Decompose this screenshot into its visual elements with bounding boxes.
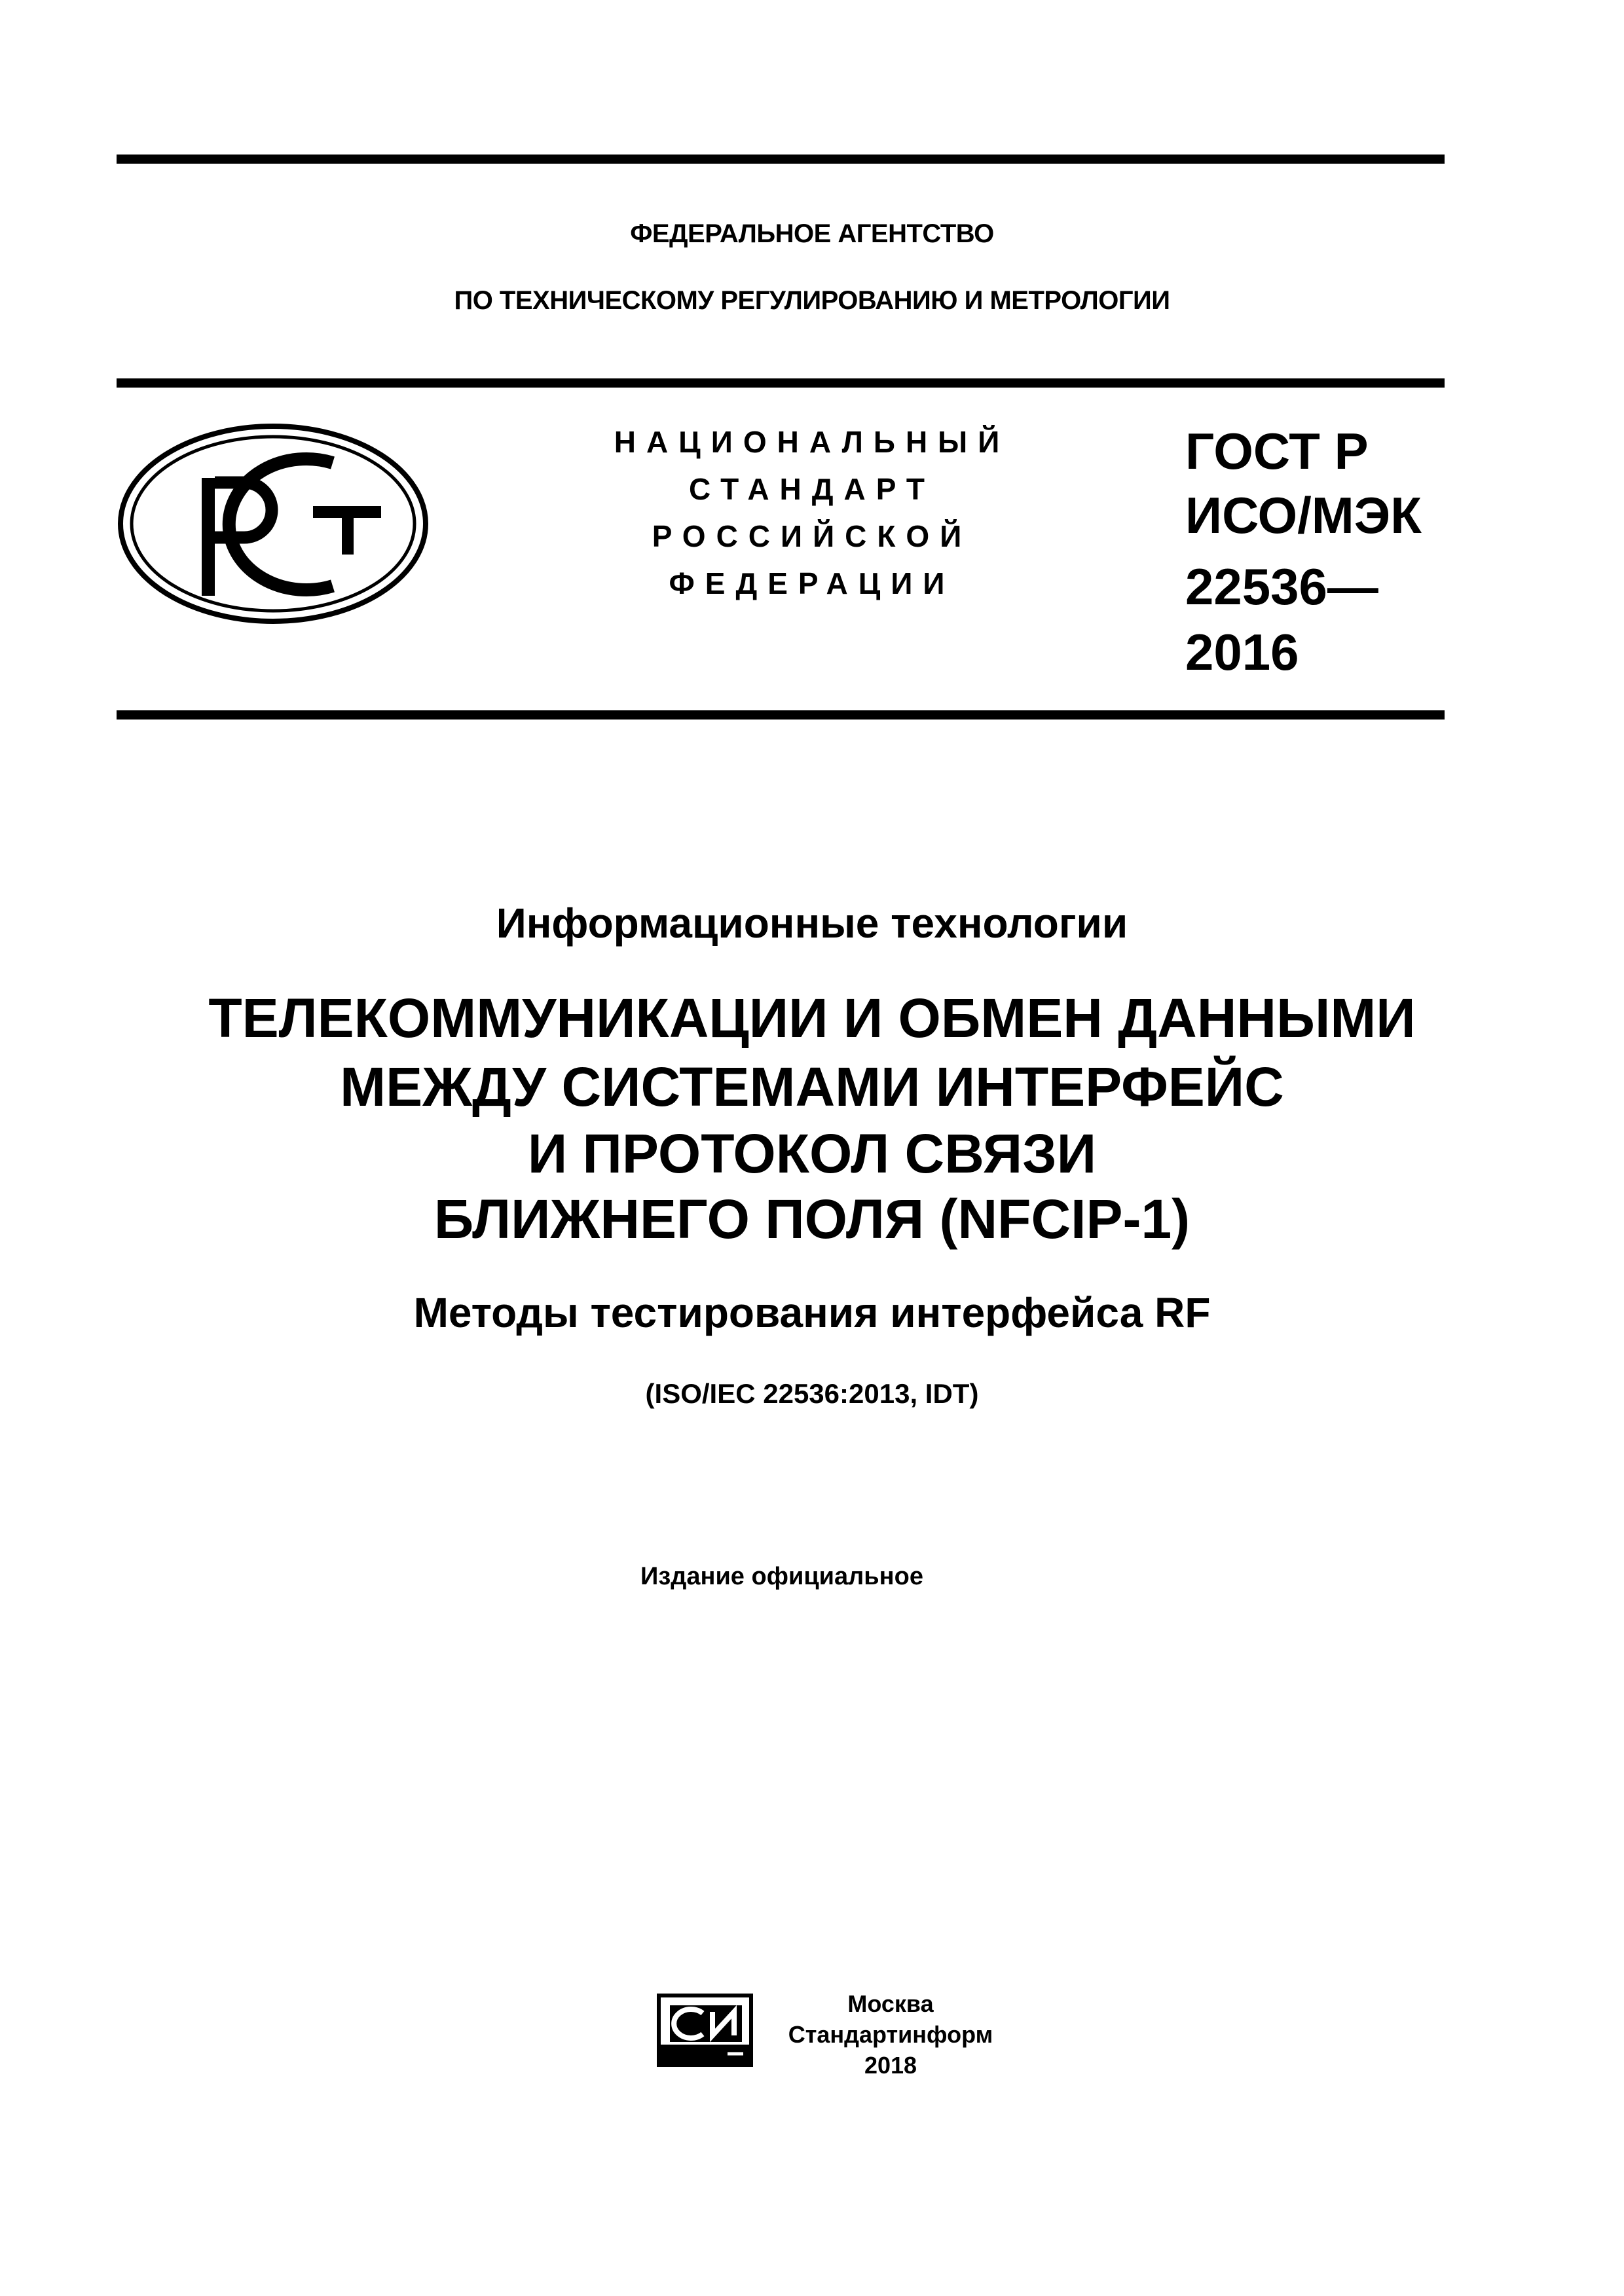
main-title-line-2: МЕЖДУ СИСТЕМАМИ ИНТЕРФЕЙС: [340, 1056, 1284, 1118]
series-title: Информационные технологии: [496, 900, 1128, 947]
main-title-line-1: ТЕЛЕКОММУНИКАЦИИ И ОБМЕН ДАННЫМИ: [208, 987, 1416, 1049]
national-standard-line-4: ФЕДЕРАЦИИ: [669, 566, 955, 600]
agency-line-1: ФЕДЕРАЛЬНОЕ АГЕНТСТВО: [630, 219, 994, 248]
agency-line-2: ПО ТЕХНИЧЕСКОМУ РЕГУЛИРОВАНИЮ И МЕТРОЛОГИИ: [454, 286, 1170, 315]
header-rule: [117, 378, 1445, 388]
designation-line-1: ГОСТ Р: [1185, 422, 1369, 480]
main-title-line-4: БЛИЖНЕГО ПОЛЯ (NFCIP-1): [434, 1188, 1190, 1250]
top-rule: [117, 155, 1445, 164]
rst-certification-mark-icon: [117, 422, 430, 625]
publisher-city: Москва: [847, 1990, 934, 2017]
standartinform-logo-icon: [657, 1994, 753, 2067]
designation-line-3: 22536—: [1185, 558, 1378, 615]
designation-line-4: 2016: [1185, 623, 1299, 681]
reference: (ISO/IEC 22536:2013, IDT): [645, 1378, 979, 1409]
designation-line-2: ИСО/МЭК: [1185, 486, 1422, 544]
national-standard-line-2: СТАНДАРТ: [689, 472, 935, 506]
main-title-line-3: И ПРОТОКОЛ СВЯЗИ: [527, 1123, 1097, 1184]
subtitle: Методы тестирования интерфейса RF: [413, 1289, 1211, 1336]
publisher-name: Стандартинформ: [788, 2021, 993, 2048]
publisher-year: 2018: [864, 2052, 917, 2079]
national-standard-line-1: НАЦИОНАЛЬНЫЙ: [614, 425, 1010, 459]
national-standard-line-3: РОССИЙСКОЙ: [652, 519, 972, 553]
rst-logo-text: РСТ: [117, 422, 118, 423]
designation-rule: [117, 710, 1445, 720]
edition-label: Издание официальное: [640, 1563, 923, 1590]
